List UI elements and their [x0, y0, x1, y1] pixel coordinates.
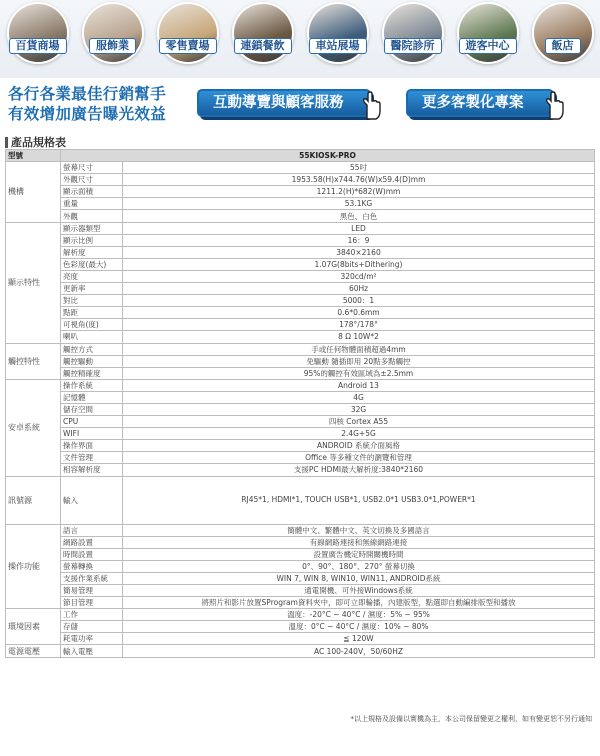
spec-row — [6, 295, 595, 307]
spec-row — [6, 391, 595, 403]
spec-row — [6, 536, 595, 548]
headline-line-2: 有效增加廣告曝光效益 — [8, 105, 167, 123]
spec-row — [6, 222, 595, 234]
scene-label: 服飾業 — [89, 38, 136, 54]
spec-value: 0.6*0.6mm — [123, 307, 595, 319]
spec-value: 4G — [123, 391, 595, 403]
spec-group-label: 機構 — [6, 162, 61, 222]
spec-value: 手或任何物體面積超過4mm — [123, 343, 595, 355]
spec-value: 黑色、白色 — [123, 210, 595, 222]
spec-row — [6, 198, 595, 210]
spec-key: 可視角(度) — [61, 319, 123, 331]
spec-key: WIFI — [61, 428, 123, 440]
spec-row — [6, 585, 595, 597]
spec-row — [6, 367, 595, 379]
scene-label: 零售賣場 — [159, 38, 217, 54]
spec-key: 外觀 — [61, 210, 123, 222]
spec-row — [6, 403, 595, 415]
spec-row — [6, 597, 595, 609]
scene-photo — [7, 2, 69, 64]
spec-value: 通電開機、可外接Windows系統 — [123, 585, 595, 597]
spec-key: 顯示面積 — [61, 186, 123, 198]
spec-value: RJ45*1, HDMI*1, TOUCH USB*1, USB2.0*1 USB3.0*1,POWER*1 — [123, 476, 595, 524]
spec-key: 語言 — [61, 524, 123, 536]
hand-pointer-icon — [359, 91, 383, 121]
spec-value: 60Hz — [123, 283, 595, 295]
spec-row — [6, 560, 595, 572]
spec-value: 55吋 — [123, 162, 595, 174]
spec-key: 輸入電壓 — [61, 645, 123, 657]
spec-value: 溫度：0°C ~ 40°C / 濕度：10% ~ 80% — [123, 621, 595, 633]
spec-row — [6, 246, 595, 258]
spec-row — [6, 355, 595, 367]
spec-key: 觸控精確度 — [61, 367, 123, 379]
interactive-service-label: 互動導覽與顧客服務 — [213, 95, 344, 111]
spec-row — [6, 174, 595, 186]
spec-row — [6, 633, 595, 645]
spec-value: 1211.2(H)*682(W)mm — [123, 186, 595, 198]
spec-value: ≦ 120W — [123, 633, 595, 645]
spec-row — [6, 331, 595, 343]
spec-value: 溫度：-20°C ~ 40°C / 濕度：5% ~ 95% — [123, 609, 595, 621]
spec-title-text: 產品規格表 — [11, 136, 66, 149]
spec-value: 5000：1 — [123, 295, 595, 307]
spec-key: 喇叭 — [61, 331, 123, 343]
spec-value: 設置廣告機定時開關機時間 — [123, 548, 595, 560]
spec-key: 工作 — [61, 609, 123, 621]
spec-row — [6, 210, 595, 222]
spec-value: 8 Ω 10W*2 — [123, 331, 595, 343]
spec-row — [6, 162, 595, 174]
spec-value: 支援PC HDMI最大解析度:3840*2160 — [123, 464, 595, 476]
spec-key: 對比 — [61, 295, 123, 307]
spec-key: 點距 — [61, 307, 123, 319]
model-name: 55KIOSK-PRO — [61, 150, 595, 162]
spec-group-label: 顯示特性 — [6, 222, 61, 343]
spec-title — [5, 134, 66, 150]
spec-group-label: 操作功能 — [6, 524, 61, 609]
scene-photo — [457, 2, 519, 64]
spec-key: 相容解析度 — [61, 464, 123, 476]
scene-photo — [382, 2, 444, 64]
spec-value: 四核 Cortex A55 — [123, 416, 595, 428]
spec-key: 節目管理 — [61, 597, 123, 609]
spec-key: 觸控方式 — [61, 343, 123, 355]
headline — [8, 84, 198, 124]
spec-value: Android 13 — [123, 379, 595, 391]
scene-photo — [157, 2, 219, 64]
spec-row — [6, 645, 595, 657]
spec-group-label: 環境因素 — [6, 609, 61, 645]
scene-photo — [307, 2, 369, 64]
spec-row — [6, 609, 595, 621]
spec-key: 儲存空間 — [61, 403, 123, 415]
scene-label: 車站展場 — [309, 38, 367, 54]
spec-key: 簡易管理 — [61, 585, 123, 597]
spec-row — [6, 283, 595, 295]
scene-label: 遊客中心 — [459, 38, 517, 54]
interactive-service-button[interactable] — [197, 89, 371, 117]
spec-row — [6, 476, 595, 524]
scene-photo — [532, 2, 594, 64]
spec-value: 53.1KG — [123, 198, 595, 210]
spec-row — [6, 270, 595, 282]
spec-key: 記憶體 — [61, 391, 123, 403]
spec-value: 簡體中文、繁體中文、英文切換及多國語言 — [123, 524, 595, 536]
spec-row — [6, 416, 595, 428]
footnote: *以上規格及設備以實機為主，本公司保留變更之權利，如有變更恕不另行通知 — [350, 715, 592, 723]
spec-key: 螢幕尺寸 — [61, 162, 123, 174]
spec-value: 16：9 — [123, 234, 595, 246]
spec-key: 色彩度(最大) — [61, 258, 123, 270]
spec-row — [6, 524, 595, 536]
headline-line-1: 各行各業最佳行銷幫手 — [8, 85, 167, 103]
spec-value: 有線網路連接和無線網路連接 — [123, 536, 595, 548]
spec-key: 重量 — [61, 198, 123, 210]
spec-key: CPU — [61, 416, 123, 428]
title-bar-icon — [5, 137, 8, 148]
scene-label: 百貨商場 — [9, 38, 67, 54]
spec-row — [6, 186, 595, 198]
spec-row — [6, 440, 595, 452]
spec-row — [6, 234, 595, 246]
spec-key: 網路設置 — [61, 536, 123, 548]
spec-value: AC 100-240V，50/60HZ — [123, 645, 595, 657]
spec-key: 顯示器類型 — [61, 222, 123, 234]
spec-value: 95%的觸控有效區域為±2.5mm — [123, 367, 595, 379]
spec-row — [6, 572, 595, 584]
custom-project-button[interactable] — [406, 89, 554, 117]
spec-key: 支援作業系統 — [61, 572, 123, 584]
spec-value: 320cd/m² — [123, 270, 595, 282]
scene-photo — [82, 2, 144, 64]
spec-value: 將照片和影片放置SProgram資料夾中，即可立即輪播，內建版型，點選即自動編排版型和播放 — [123, 597, 595, 609]
spec-row — [6, 379, 595, 391]
scene-photo — [232, 2, 294, 64]
custom-project-label: 更多客製化專案 — [422, 95, 524, 111]
spec-value: Office 等多種文件的瀏覽和管理 — [123, 452, 595, 464]
spec-header-row — [6, 150, 595, 162]
spec-row — [6, 452, 595, 464]
scene-label: 連鎖餐飲 — [234, 38, 292, 54]
spec-row — [6, 621, 595, 633]
spec-group-label: 電源電壓 — [6, 645, 61, 657]
spec-value: ANDROID 系統介面風格 — [123, 440, 595, 452]
spec-value: 0°、90°、180°、270° 螢幕切換 — [123, 560, 595, 572]
header-label: 型號 — [6, 150, 61, 162]
spec-key: 螢幕轉換 — [61, 560, 123, 572]
spec-row — [6, 428, 595, 440]
spec-row — [6, 307, 595, 319]
spec-value: LED — [123, 222, 595, 234]
spec-value: WIN 7, WIN 8, WIN10, WIN11, ANDROID系統 — [123, 572, 595, 584]
scene-label: 醫院診所 — [384, 38, 442, 54]
spec-row — [6, 319, 595, 331]
spec-row — [6, 343, 595, 355]
spec-row — [6, 258, 595, 270]
spec-key: 解析度 — [61, 246, 123, 258]
spec-table — [5, 149, 595, 658]
spec-value: 1953.58(H)x744.76(W)x59.4(D)mm — [123, 174, 595, 186]
scene-strip — [0, 0, 600, 78]
spec-key: 顯示比例 — [61, 234, 123, 246]
scene-label: 飯店 — [545, 38, 581, 54]
spec-value: 178°/178° — [123, 319, 595, 331]
spec-key: 操作系統 — [61, 379, 123, 391]
hand-pointer-icon — [542, 91, 566, 121]
spec-value: 3840×2160 — [123, 246, 595, 258]
spec-key: 文件管理 — [61, 452, 123, 464]
spec-group-label: 安卓系統 — [6, 379, 61, 476]
spec-row — [6, 548, 595, 560]
spec-key: 操作界面 — [61, 440, 123, 452]
spec-value: 免驅動 隨插即用 20點多點觸控 — [123, 355, 595, 367]
spec-key: 更新率 — [61, 283, 123, 295]
spec-value: 2.4G+5G — [123, 428, 595, 440]
spec-key: 亮度 — [61, 270, 123, 282]
spec-key: 時間設置 — [61, 548, 123, 560]
spec-key: 耗電功率 — [61, 633, 123, 645]
spec-value: 32G — [123, 403, 595, 415]
spec-key: 輸入 — [61, 476, 123, 524]
spec-value: 1.07G(8bits+Dithering) — [123, 258, 595, 270]
spec-key: 觸控驅動 — [61, 355, 123, 367]
spec-row — [6, 464, 595, 476]
spec-group-label: 訊號源 — [6, 476, 61, 524]
spec-key: 存儲 — [61, 621, 123, 633]
spec-key: 外觀尺寸 — [61, 174, 123, 186]
spec-group-label: 觸控特性 — [6, 343, 61, 379]
